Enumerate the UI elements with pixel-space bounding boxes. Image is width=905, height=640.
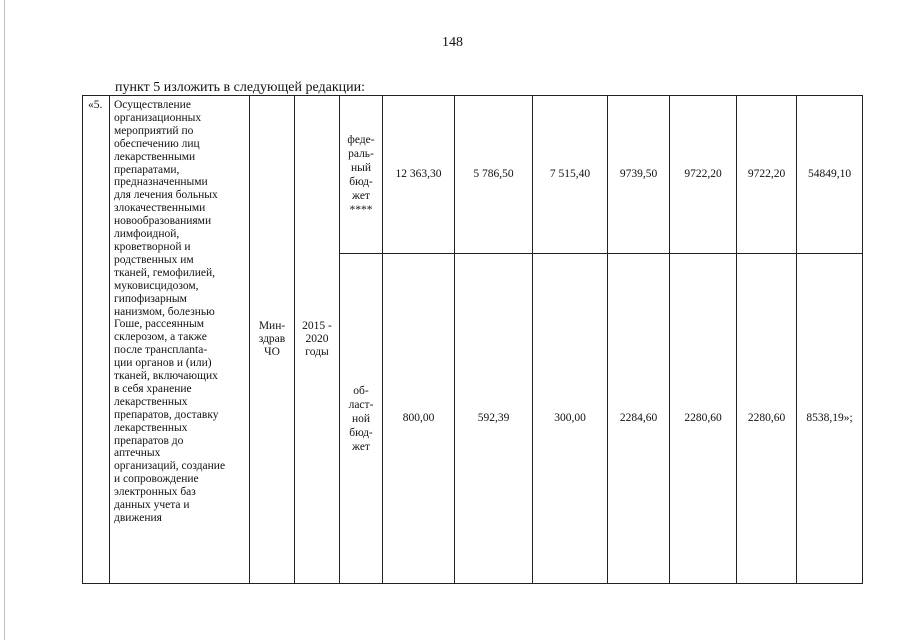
description-line: ции органов и (или) [114, 357, 212, 370]
source-line: жет [352, 440, 370, 453]
description-line: нанизмом, болезнью [114, 305, 215, 318]
description-line: предназначенными [114, 176, 208, 189]
period-line: годы [305, 345, 329, 358]
executor-cell [250, 96, 295, 584]
federal-value-2016: 5 786,50 [455, 96, 533, 254]
regional-value-2020: 2280,60 [737, 254, 797, 584]
regional-value-total: 8538,19»; [797, 254, 863, 584]
description-line: организационных [114, 111, 202, 124]
regional-value-2019: 2280,60 [670, 254, 737, 584]
description-line: движения [114, 512, 162, 524]
period-cell [295, 96, 340, 584]
period-line: 2020 [305, 333, 329, 346]
description-line: препаратами, [114, 163, 180, 176]
description-line: лекарственными [114, 150, 196, 163]
page-number: 148 [442, 35, 463, 50]
federal-value-2019: 9722,20 [670, 96, 737, 254]
description-line: обеспечению лиц [114, 137, 200, 150]
description-line: аптечных [114, 447, 161, 460]
budget-table [82, 95, 863, 584]
description-line: после трансплanta- [114, 344, 208, 357]
description-line: склерозом, а также [114, 331, 207, 344]
activity-description-cell [110, 96, 250, 584]
federal-value-2017: 7 515,40 [533, 96, 608, 254]
description-line: тканей, включающих [114, 370, 218, 383]
description-line: муковисцидозом, [114, 279, 199, 292]
federal-value-2018: 9739,50 [608, 96, 670, 254]
description-line: мероприятий по [114, 124, 194, 137]
executor-line: ЧО [264, 345, 280, 358]
source-line: ный [350, 161, 372, 174]
federal-value-2015: 12 363,30 [383, 96, 455, 254]
table-row [83, 96, 863, 254]
funding-source-federal-cell [340, 96, 383, 254]
description-line: препаратов, доставку [114, 408, 219, 421]
regional-value-2016: 592,39 [455, 254, 533, 584]
description-line: и сопровождение [114, 473, 199, 486]
source-line: жет [352, 189, 370, 202]
description-line: для лечения больных [114, 189, 218, 202]
period-line: 2015 - [302, 320, 332, 333]
source-line: ной [351, 412, 371, 425]
description-line: в себя хранение [114, 382, 192, 395]
regional-value-2017: 300,00 [533, 254, 608, 584]
description-line: родственных им [114, 253, 194, 266]
description-line: электронных баз [114, 486, 196, 499]
source-line: об- [353, 384, 369, 397]
federal-value-2020: 9722,20 [737, 96, 797, 254]
description-line: организаций, создание [114, 460, 226, 473]
description-line: препаратов до [114, 434, 184, 447]
regional-value-2018: 2284,60 [608, 254, 670, 584]
source-line: бюд- [349, 175, 373, 188]
amendment-intro-text: пункт 5 изложить в следующей редакции: [115, 80, 365, 95]
source-line: раль- [348, 147, 374, 160]
funding-source-regional-cell [340, 254, 383, 584]
source-line: ласт- [348, 398, 374, 411]
source-line: феде- [347, 133, 375, 146]
row-number-cell: «5. [83, 96, 110, 584]
description-line: лимфоидной, [114, 228, 180, 241]
description-line: лекарственных [114, 395, 188, 408]
description-line: злокачественными [114, 202, 206, 215]
scan-edge-mark [4, 0, 5, 640]
federal-value-total: 54849,10 [797, 96, 863, 254]
description-line: тканей, гемофилией, [114, 266, 216, 279]
description-line: данных учета и [114, 499, 190, 512]
source-line: **** [349, 203, 373, 216]
description-line: Осуществление [114, 99, 191, 111]
description-line: кроветворной и [114, 240, 191, 253]
executor-line: Мин- [258, 320, 286, 333]
regional-value-2015: 800,00 [383, 254, 455, 584]
description-line: новообразованиями [114, 215, 212, 228]
description-line: гипофизарным [114, 292, 187, 305]
description-line: лекарственных [114, 421, 188, 434]
executor-line: здрав [258, 333, 286, 346]
description-line: Гоше, рассеянным [114, 318, 205, 331]
source-line: бюд- [349, 426, 373, 439]
